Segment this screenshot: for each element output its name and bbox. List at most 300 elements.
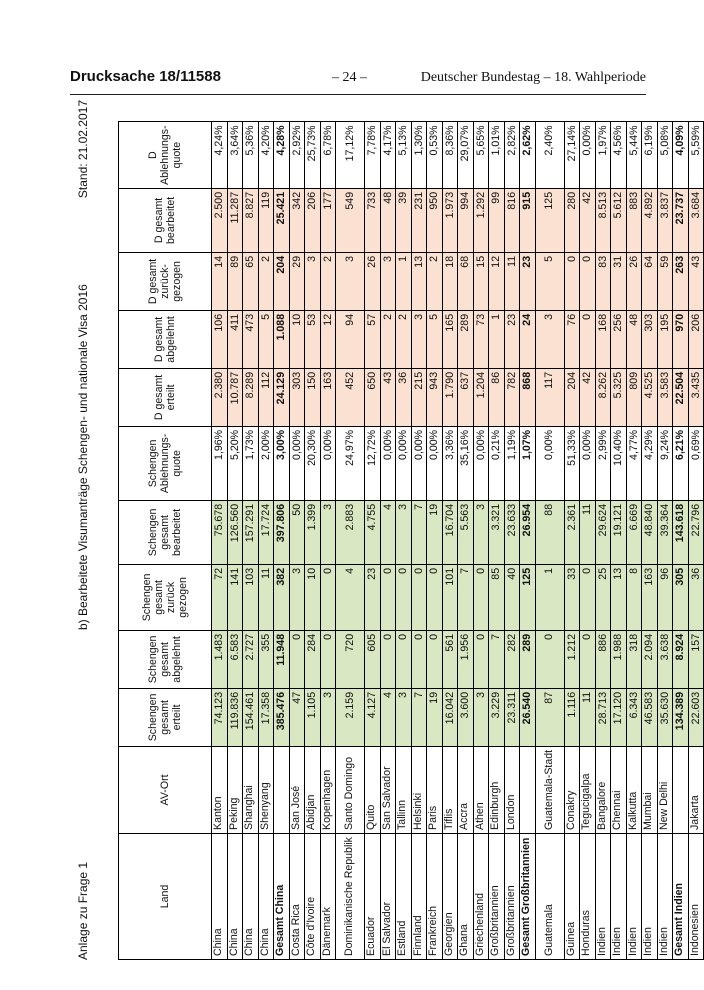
value-cell: 17.120	[611, 688, 627, 746]
value-cell: 385.476	[274, 688, 290, 746]
value-cell: 19.121	[611, 500, 627, 564]
value-cell: 3.435	[688, 368, 704, 426]
date-label: Stand: 21.02.2017	[76, 100, 90, 199]
value-cell: 342	[289, 188, 305, 252]
av-ort-cell: New Delhi	[657, 746, 673, 833]
value-cell: 5,65%	[473, 122, 489, 188]
value-cell: 31	[611, 252, 627, 310]
header-row	[119, 122, 212, 960]
value-cell: 2,00%	[258, 426, 274, 500]
value-cell: 3,64%	[227, 122, 243, 188]
value-cell: 150	[305, 368, 321, 426]
column-header: Schengen gesamt bearbeitet	[119, 500, 212, 564]
value-cell: 25.421	[274, 188, 290, 252]
av-ort-cell: London	[504, 746, 520, 833]
value-cell: 2,62%	[520, 122, 536, 188]
value-cell: 154.461	[243, 688, 259, 746]
value-cell: 24.129	[274, 368, 290, 426]
value-cell: 39	[396, 188, 412, 252]
value-cell: 7,78%	[365, 122, 381, 188]
value-cell: 0,00%	[289, 426, 305, 500]
value-cell: 16.704	[442, 500, 458, 564]
av-ort-cell: Mumbai	[642, 746, 658, 833]
value-cell: 33	[564, 564, 580, 630]
av-ort-cell: Tegucigalpa	[580, 746, 596, 833]
value-cell: 0,00%	[580, 122, 596, 188]
value-cell: 2.094	[642, 630, 658, 688]
land-cell: China	[227, 834, 243, 960]
value-cell: 5	[535, 252, 564, 310]
value-cell: 112	[258, 368, 274, 426]
value-cell: 4,56%	[611, 122, 627, 188]
value-cell: 4,29%	[642, 426, 658, 500]
table-row	[564, 122, 580, 960]
value-cell: 0	[580, 310, 596, 368]
value-cell: 650	[365, 368, 381, 426]
land-cell: Indien	[611, 834, 627, 960]
value-cell: 143.618	[673, 500, 689, 564]
value-cell: 3.837	[657, 188, 673, 252]
value-cell: 1.116	[564, 688, 580, 746]
value-cell: 2	[427, 252, 443, 310]
table-row	[258, 122, 274, 960]
header-rule	[70, 94, 646, 95]
value-cell: 5,36%	[243, 122, 259, 188]
table-row	[489, 122, 505, 960]
land-cell: Gesamt Indien	[673, 834, 689, 960]
value-cell: 5,44%	[626, 122, 642, 188]
value-cell: 1.204	[473, 368, 489, 426]
value-cell: 8.513	[595, 188, 611, 252]
value-cell: 1	[489, 310, 505, 368]
value-cell: 4,24%	[212, 122, 228, 188]
value-cell: 8.924	[673, 630, 689, 688]
value-cell: 2,92%	[289, 122, 305, 188]
value-cell: 3	[473, 688, 489, 746]
value-cell: 89	[227, 252, 243, 310]
value-cell: 204	[564, 368, 580, 426]
value-cell: 11	[258, 564, 274, 630]
value-cell: 5	[427, 310, 443, 368]
value-cell: 605	[365, 630, 381, 688]
table-row	[504, 122, 520, 960]
land-cell: Indien	[642, 834, 658, 960]
value-cell: 206	[305, 188, 321, 252]
value-cell: 1,96%	[212, 426, 228, 500]
value-cell: 40	[504, 564, 520, 630]
column-header: D gesamt abgelehnt	[119, 310, 212, 368]
value-cell: 809	[626, 368, 642, 426]
value-cell: 117	[535, 368, 564, 426]
column-header: D Ablehnungs-quote	[119, 122, 212, 188]
column-header: D gesamt bearbeitet	[119, 188, 212, 252]
page-header	[70, 68, 646, 90]
value-cell: 119.836	[227, 688, 243, 746]
value-cell: 12	[489, 252, 505, 310]
value-cell: 382	[274, 564, 290, 630]
value-cell: 3	[411, 310, 427, 368]
av-ort-cell: Abidjan	[305, 746, 321, 833]
table-row	[580, 122, 596, 960]
value-cell: 17.358	[258, 688, 274, 746]
land-cell: Costa Rica	[289, 834, 305, 960]
value-cell: 0	[411, 630, 427, 688]
value-cell: 19	[427, 500, 443, 564]
value-cell: 157.291	[243, 500, 259, 564]
value-cell: 2.727	[243, 630, 259, 688]
value-cell: 7	[489, 630, 505, 688]
value-cell: 76	[564, 310, 580, 368]
land-cell: Indien	[595, 834, 611, 960]
value-cell: 0	[564, 252, 580, 310]
av-ort-cell: Bangalore	[595, 746, 611, 833]
value-cell: 25	[595, 564, 611, 630]
value-cell: 4,20%	[258, 122, 274, 188]
value-cell: 68	[458, 252, 474, 310]
value-cell: 2.500	[212, 188, 228, 252]
document-number: Drucksache 18/11588	[70, 68, 221, 85]
value-cell: 4	[336, 564, 365, 630]
total-row	[520, 122, 536, 960]
value-cell: 12,72%	[365, 426, 381, 500]
value-cell: 8.827	[243, 188, 259, 252]
value-cell: 163	[642, 564, 658, 630]
land-cell: Dänemark	[320, 834, 336, 960]
total-row	[673, 122, 689, 960]
value-cell: 125	[535, 188, 564, 252]
value-cell: 303	[289, 368, 305, 426]
value-cell: 355	[258, 630, 274, 688]
av-ort-cell	[274, 746, 290, 833]
value-cell: 46.583	[642, 688, 658, 746]
value-cell: 10	[305, 564, 321, 630]
table-row	[243, 122, 259, 960]
value-cell: 11.948	[274, 630, 290, 688]
annex-label: Anlage zu Frage 1	[76, 861, 90, 960]
value-cell: 5,08%	[657, 122, 673, 188]
land-cell: Guinea	[564, 834, 580, 960]
value-cell: 22.603	[688, 688, 704, 746]
land-cell: Gesamt China	[274, 834, 290, 960]
value-cell: 4,09%	[673, 122, 689, 188]
value-cell: 26	[365, 252, 381, 310]
value-cell: 206	[688, 310, 704, 368]
publisher: Deutscher Bundestag – 18. Wahlperiode	[420, 70, 646, 85]
value-cell: 2.883	[336, 500, 365, 564]
av-ort-cell: Shenyang	[258, 746, 274, 833]
value-cell: 1,30%	[411, 122, 427, 188]
value-cell: 0	[396, 630, 412, 688]
value-cell: 6.583	[227, 630, 243, 688]
value-cell: 6.669	[626, 500, 642, 564]
value-cell: 7	[411, 500, 427, 564]
av-ort-cell: Santo Domingo	[336, 746, 365, 833]
value-cell: 43	[380, 368, 396, 426]
value-cell: 8.289	[243, 368, 259, 426]
column-header: Schengen gesamt zurück gezogen	[119, 564, 212, 630]
value-cell: 733	[365, 188, 381, 252]
value-cell: 289	[458, 310, 474, 368]
table-row	[535, 122, 564, 960]
av-ort-cell: Athen	[473, 746, 489, 833]
table-subtitle: b) Bearbeitete Visumanträge Schengen- und nationale Visa 2016	[76, 284, 90, 630]
table-row	[227, 122, 243, 960]
value-cell: 94	[336, 310, 365, 368]
value-cell: 101	[442, 564, 458, 630]
value-cell: 2	[380, 310, 396, 368]
value-cell: 73	[473, 310, 489, 368]
value-cell: 5.612	[611, 188, 627, 252]
av-ort-cell: Tallinn	[396, 746, 412, 833]
value-cell: 2,40%	[535, 122, 564, 188]
value-cell: 163	[320, 368, 336, 426]
value-cell: 10.787	[227, 368, 243, 426]
value-cell: 0,69%	[688, 426, 704, 500]
table-row	[305, 122, 321, 960]
value-cell: 637	[458, 368, 474, 426]
value-cell: 23.633	[504, 500, 520, 564]
value-cell: 3.321	[489, 500, 505, 564]
value-cell: 39.364	[657, 500, 673, 564]
value-cell: 29.624	[595, 500, 611, 564]
value-cell: 970	[673, 310, 689, 368]
total-row	[274, 122, 290, 960]
value-cell: 1.399	[305, 500, 321, 564]
page-number: – 24 –	[332, 70, 367, 85]
table-row	[657, 122, 673, 960]
value-cell: 549	[336, 188, 365, 252]
value-cell: 231	[411, 188, 427, 252]
av-ort-cell: San Salvador	[380, 746, 396, 833]
av-ort-cell: Conakry	[564, 746, 580, 833]
value-cell: 0	[427, 564, 443, 630]
value-cell: 0	[580, 252, 596, 310]
value-cell: 51,33%	[564, 426, 580, 500]
value-cell: 0	[320, 564, 336, 630]
value-cell: 2,99%	[595, 426, 611, 500]
column-header: Schengen gesamt abgelehnt	[119, 630, 212, 688]
value-cell: 10	[289, 310, 305, 368]
land-cell: Indien	[657, 834, 673, 960]
rotated-table-area	[74, 100, 702, 960]
value-cell: 3	[305, 252, 321, 310]
value-cell: 103	[243, 564, 259, 630]
value-cell: 318	[626, 630, 642, 688]
value-cell: 18	[442, 252, 458, 310]
value-cell: 473	[243, 310, 259, 368]
value-cell: 36	[688, 564, 704, 630]
value-cell: 0	[289, 630, 305, 688]
land-cell: China	[212, 834, 228, 960]
value-cell: 950	[427, 188, 443, 252]
value-cell: 3.684	[688, 188, 704, 252]
value-cell: 3	[396, 500, 412, 564]
value-cell: 282	[504, 630, 520, 688]
value-cell: 561	[442, 630, 458, 688]
av-ort-cell: Kalkutta	[626, 746, 642, 833]
value-cell: 0	[473, 630, 489, 688]
value-cell: 303	[642, 310, 658, 368]
value-cell: 16.042	[442, 688, 458, 746]
value-cell: 0	[380, 630, 396, 688]
value-cell: 3	[289, 564, 305, 630]
land-cell: Finnland	[411, 834, 427, 960]
value-cell: 3	[535, 310, 564, 368]
value-cell: 1	[535, 564, 564, 630]
value-cell: 0	[396, 564, 412, 630]
value-cell: 87	[535, 688, 564, 746]
value-cell: 3	[320, 500, 336, 564]
value-cell: 75.678	[212, 500, 228, 564]
value-cell: 1.483	[212, 630, 228, 688]
value-cell: 1.105	[305, 688, 321, 746]
land-cell: Indien	[626, 834, 642, 960]
value-cell: 195	[657, 310, 673, 368]
value-cell: 6,19%	[642, 122, 658, 188]
value-cell: 42	[580, 188, 596, 252]
value-cell: 2.361	[564, 500, 580, 564]
value-cell: 0	[380, 564, 396, 630]
value-cell: 43	[688, 252, 704, 310]
value-cell: 994	[458, 188, 474, 252]
value-cell: 1,73%	[243, 426, 259, 500]
value-cell: 1.212	[564, 630, 580, 688]
value-cell: 48.840	[642, 500, 658, 564]
value-cell: 782	[504, 368, 520, 426]
av-ort-cell: Chennai	[611, 746, 627, 833]
value-cell: 0	[427, 630, 443, 688]
value-cell: 1.973	[442, 188, 458, 252]
value-cell: 36	[396, 368, 412, 426]
value-cell: 96	[657, 564, 673, 630]
value-cell: 263	[673, 252, 689, 310]
value-cell: 1.292	[473, 188, 489, 252]
value-cell: 2	[320, 252, 336, 310]
av-ort-cell	[673, 746, 689, 833]
value-cell: 2,82%	[504, 122, 520, 188]
value-cell: 1,97%	[595, 122, 611, 188]
table-row	[611, 122, 627, 960]
table-row	[473, 122, 489, 960]
value-cell: 883	[626, 188, 642, 252]
land-cell: Gesamt Großbritannien	[520, 834, 536, 960]
value-cell: 204	[274, 252, 290, 310]
av-ort-cell: Shanghai	[243, 746, 259, 833]
value-cell: 4.525	[642, 368, 658, 426]
av-ort-cell: Kanton	[212, 746, 228, 833]
value-cell: 15	[473, 252, 489, 310]
value-cell: 23	[520, 252, 536, 310]
value-cell: 4	[380, 500, 396, 564]
value-cell: 915	[520, 188, 536, 252]
av-ort-cell: Accra	[458, 746, 474, 833]
value-cell: 3	[336, 252, 365, 310]
land-cell: Georgien	[442, 834, 458, 960]
value-cell: 305	[673, 564, 689, 630]
value-cell: 4.127	[365, 688, 381, 746]
value-cell: 23	[365, 564, 381, 630]
av-ort-cell: Helsinki	[411, 746, 427, 833]
value-cell: 11.287	[227, 188, 243, 252]
value-cell: 22.504	[673, 368, 689, 426]
av-ort-cell: Edinburgh	[489, 746, 505, 833]
value-cell: 134.389	[673, 688, 689, 746]
value-cell: 4.892	[642, 188, 658, 252]
av-ort-cell: Quito	[365, 746, 381, 833]
value-cell: 3	[396, 688, 412, 746]
value-cell: 8,36%	[442, 122, 458, 188]
value-cell: 452	[336, 368, 365, 426]
value-cell: 4	[380, 688, 396, 746]
table-row	[626, 122, 642, 960]
value-cell: 0,00%	[427, 426, 443, 500]
table-row	[365, 122, 381, 960]
av-ort-cell: Tiflis	[442, 746, 458, 833]
value-cell: 26.954	[520, 500, 536, 564]
land-cell: China	[258, 834, 274, 960]
value-cell: 35.630	[657, 688, 673, 746]
value-cell: 215	[411, 368, 427, 426]
value-cell: 35,16%	[458, 426, 474, 500]
value-cell: 4,28%	[274, 122, 290, 188]
value-cell: 6,78%	[320, 122, 336, 188]
value-cell: 289	[520, 630, 536, 688]
value-cell: 3,36%	[442, 426, 458, 500]
value-cell: 868	[520, 368, 536, 426]
value-cell: 5,59%	[688, 122, 704, 188]
land-cell: Estland	[396, 834, 412, 960]
value-cell: 26	[626, 252, 642, 310]
value-cell: 17.724	[258, 500, 274, 564]
value-cell: 3.583	[657, 368, 673, 426]
value-cell: 720	[336, 630, 365, 688]
value-cell: 1,19%	[504, 426, 520, 500]
av-ort-cell: Kopenhagen	[320, 746, 336, 833]
column-header: AV-Ort	[119, 746, 212, 833]
table-row	[688, 122, 704, 960]
table-row	[458, 122, 474, 960]
value-cell: 22.796	[688, 500, 704, 564]
av-ort-cell: Guatemala-Stadt	[535, 746, 564, 833]
value-cell: 1,07%	[520, 426, 536, 500]
value-cell: 157	[688, 630, 704, 688]
table-row	[442, 122, 458, 960]
land-cell: Griechenland	[473, 834, 489, 960]
value-cell: 1.790	[442, 368, 458, 426]
value-cell: 0,00%	[580, 426, 596, 500]
value-cell: 1.088	[274, 310, 290, 368]
value-cell: 411	[227, 310, 243, 368]
value-cell: 20,30%	[305, 426, 321, 500]
value-cell: 12	[320, 310, 336, 368]
value-cell: 27,14%	[564, 122, 580, 188]
value-cell: 4.755	[365, 500, 381, 564]
value-cell: 47	[289, 688, 305, 746]
value-cell: 0	[580, 630, 596, 688]
table-row	[396, 122, 412, 960]
value-cell: 0,00%	[411, 426, 427, 500]
land-cell: Dominikanische Republik	[336, 834, 365, 960]
value-cell: 177	[320, 188, 336, 252]
value-cell: 23.737	[673, 188, 689, 252]
value-cell: 24	[520, 310, 536, 368]
value-cell: 14	[212, 252, 228, 310]
value-cell: 3	[320, 688, 336, 746]
value-cell: 13	[611, 564, 627, 630]
column-header: Land	[119, 834, 212, 960]
value-cell: 99	[489, 188, 505, 252]
value-cell: 1	[396, 252, 412, 310]
